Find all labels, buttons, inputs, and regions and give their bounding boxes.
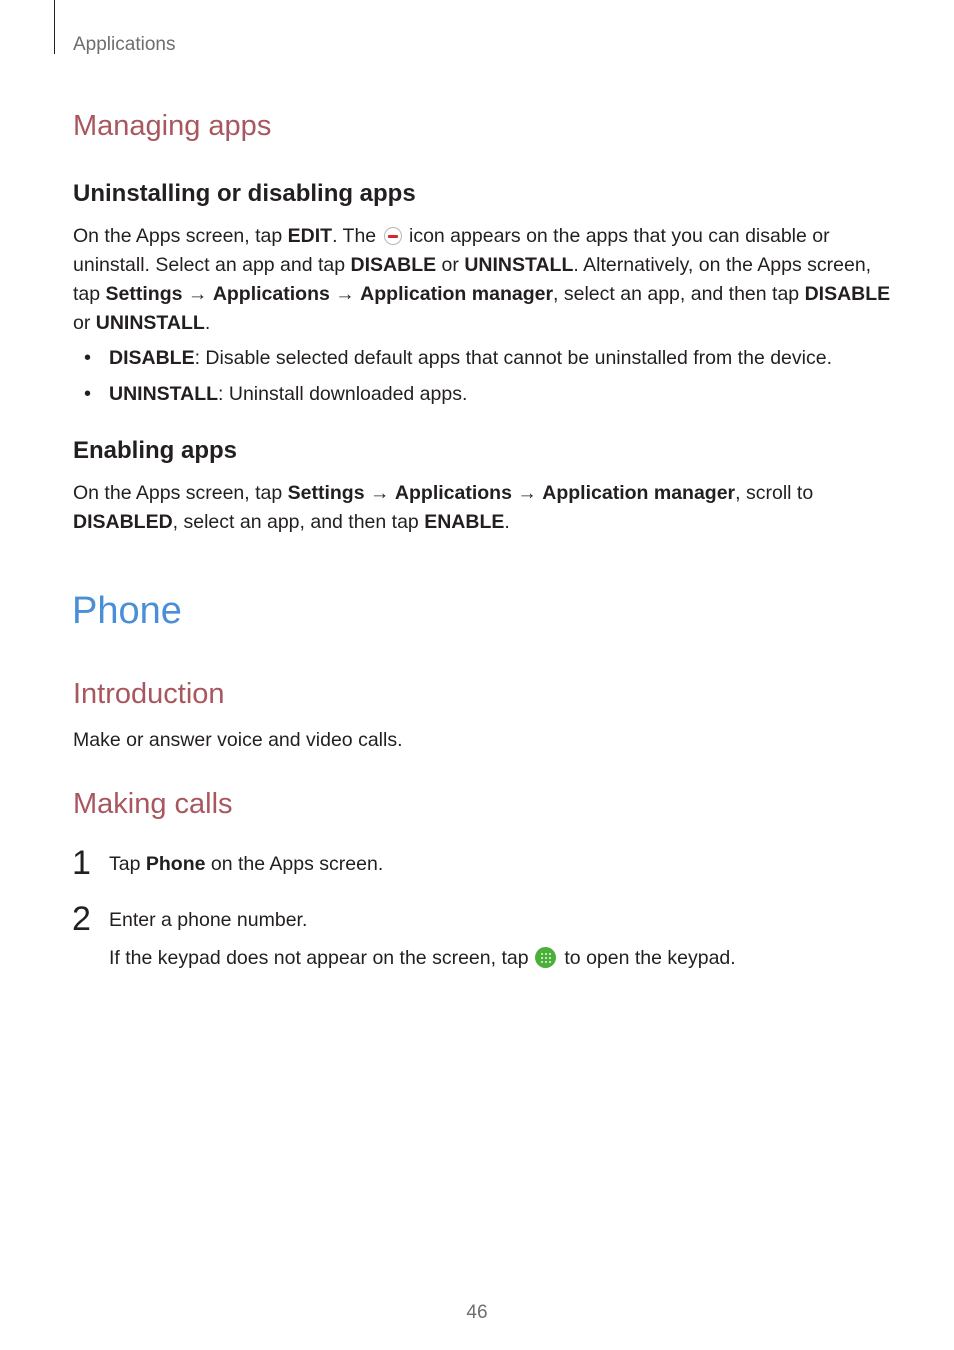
enabling-paragraph: On the Apps screen, tap Settings → Applications → Application manager, scroll to DISABLED, select an app, and then tap ENABLE.	[73, 482, 814, 533]
running-header: Applications	[73, 34, 176, 55]
bullet-marker: •	[84, 383, 92, 405]
heading-managing-apps: Managing apps	[73, 110, 272, 142]
step-number: 2	[72, 900, 91, 938]
header-rule	[54, 0, 55, 54]
intro-text: Make or answer voice and video calls.	[73, 729, 403, 751]
keypad-icon	[535, 947, 556, 968]
bullet-uninstall: UNINSTALL: Uninstall downloaded apps.	[109, 383, 468, 405]
heading-introduction: Introduction	[73, 678, 225, 710]
step-number: 1	[72, 844, 91, 882]
heading-making-calls: Making calls	[73, 788, 233, 820]
uninstall-paragraph: On the Apps screen, tap EDIT. The icon appears on the apps that you can disable or uninstall. Select an app and tap DISABLE or UNINSTALL. Alternatively, on the Apps screen, tap Settings → Applications → Application manager, select an app, and then tap DISABLE or UNINSTALL.	[73, 225, 891, 334]
page-number: 46	[466, 1302, 488, 1323]
bullet-marker: •	[84, 347, 92, 369]
bullet-disable: DISABLE: Disable selected default apps that cannot be uninstalled from the device.	[109, 347, 832, 369]
chapter-title-phone: Phone	[72, 590, 182, 632]
heading-uninstalling: Uninstalling or disabling apps	[73, 180, 416, 207]
keypad-note: If the keypad does not appear on the screen, tap to open the keypad.	[109, 947, 736, 969]
minus-circle-icon	[384, 227, 402, 245]
step-1-text: Tap Phone on the Apps screen.	[109, 853, 384, 875]
step-2-text: Enter a phone number.	[109, 909, 308, 931]
heading-enabling: Enabling apps	[73, 437, 238, 464]
